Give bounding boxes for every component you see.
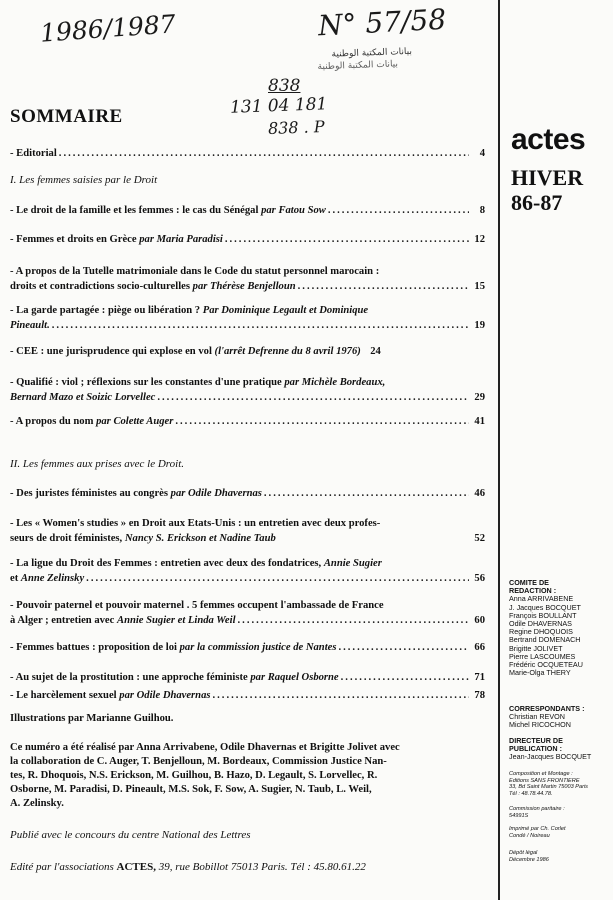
publisher-prefix: Edité par l'associations bbox=[10, 861, 114, 873]
toc-entry-title: - Au sujet de la prostitution : une approche féministe bbox=[10, 672, 248, 683]
toc-entry[interactable] bbox=[10, 516, 485, 546]
toc-page: 8 bbox=[479, 205, 485, 216]
library-stamp-2: بيانات المكتبة الوطنية bbox=[317, 59, 399, 73]
toc-entry-author: Par Dominique Legault et Dominique bbox=[202, 305, 369, 316]
toc-entry[interactable] bbox=[10, 556, 485, 586]
director-title: DIRECTEUR DE bbox=[509, 736, 563, 745]
commission-info bbox=[509, 806, 613, 819]
toc-entry[interactable] bbox=[10, 414, 485, 429]
journal-name: actes bbox=[511, 123, 586, 156]
composition-line: 33, Bd Saint Martin 75003 Paris bbox=[509, 784, 588, 791]
publisher-name: ACTES, bbox=[116, 861, 156, 873]
issue-season bbox=[511, 165, 583, 215]
toc-entry-title: - La ligue du Droit des Femmes : entretien avec deux des fondatrices, bbox=[10, 558, 322, 569]
toc-entry-author: par Fatou Sow bbox=[261, 205, 326, 216]
toc-entry[interactable] bbox=[10, 640, 485, 655]
season-years: 86-87 bbox=[511, 190, 563, 215]
handwritten-mark-3: 838 . P bbox=[267, 117, 325, 138]
toc-page: 19 bbox=[474, 320, 485, 331]
toc-page: 66 bbox=[474, 642, 485, 653]
toc-entry-author: par Colette Auger bbox=[96, 416, 174, 427]
page-title: SOMMAIRE bbox=[10, 106, 123, 127]
toc-entry-author: Annie Sugier bbox=[323, 558, 382, 569]
handwritten-years: 1986/1987 bbox=[39, 9, 177, 48]
toc-entry-title: droits et contradictions socio-culturelles bbox=[10, 281, 190, 292]
correspondent: Christian REVON bbox=[509, 712, 565, 722]
toc-page: 12 bbox=[474, 234, 485, 245]
toc-entry[interactable] bbox=[10, 598, 485, 628]
committee-member: François BOULLANT bbox=[509, 610, 577, 620]
toc-entry[interactable] bbox=[10, 344, 485, 359]
toc-entry[interactable] bbox=[10, 232, 485, 247]
printer-info bbox=[509, 826, 613, 839]
toc-page: 60 bbox=[474, 615, 485, 626]
illustrations-credit: Illustrations par Marianne Guilhou. bbox=[10, 713, 174, 724]
toc-editorial-label: - Editorial bbox=[10, 148, 57, 159]
composition-line: Composition et Montage : bbox=[509, 771, 573, 777]
committee-member: Brigitte JOLIVET bbox=[509, 643, 563, 653]
toc-entry-author: Nancy S. Erickson et Nadine Taub bbox=[124, 533, 276, 544]
section-heading-1: I. Les femmes saisies par le Droit bbox=[10, 174, 158, 186]
correspondents-title: CORRESPONDANTS : bbox=[509, 704, 585, 713]
commission-line: Commission paritaire : bbox=[509, 806, 565, 812]
legal-deposit bbox=[509, 850, 613, 863]
toc-editorial[interactable] bbox=[10, 146, 485, 161]
publication-director bbox=[509, 737, 613, 762]
toc-entry[interactable] bbox=[10, 486, 485, 501]
printer-line: Imprimé par Ch. Corlet bbox=[509, 826, 566, 832]
legal-line: Décembre 1986 bbox=[509, 856, 549, 863]
committee-title: COMITE DE bbox=[509, 578, 549, 587]
toc-entry-author: Pineault. bbox=[10, 320, 50, 331]
toc-entry[interactable] bbox=[10, 688, 485, 703]
toc-page: 46 bbox=[474, 488, 485, 499]
committee-member: Anna ARRIVABENE bbox=[509, 594, 574, 604]
composition-line: Tél : 48.78.44.78. bbox=[509, 790, 553, 797]
toc-page: 29 bbox=[474, 392, 485, 403]
director-title: PUBLICATION : bbox=[509, 744, 562, 754]
handwritten-mark-2: 131 04 181 bbox=[229, 94, 328, 118]
toc-entry-title: - Le droit de la famille et les femmes : le cas du Sénégal bbox=[10, 205, 259, 216]
toc-entry-author: (l'arrêt Defrenne du 8 avril 1976) bbox=[214, 346, 361, 357]
toc-entry-author: Annie Sugier et Linda Weil bbox=[117, 615, 236, 626]
toc-entry-title: - Femmes battues : proposition de loi bbox=[10, 642, 177, 653]
toc-entry[interactable] bbox=[10, 203, 485, 218]
handwritten-number: N° 57/58 bbox=[317, 2, 447, 43]
toc-entry-title: - Femmes et droits en Grèce bbox=[10, 234, 137, 245]
toc-entry-title: - CEE : une jurisprudence qui explose en vol bbox=[10, 346, 212, 357]
contributors-line: A. Zelinsky. bbox=[10, 798, 64, 809]
toc-entry-title: - A propos de la Tutelle matrimoniale dans le Code du statut personnel marocain : bbox=[10, 266, 380, 277]
toc-entry-author: par Thérèse Benjelloun bbox=[192, 281, 296, 292]
toc-entry[interactable] bbox=[10, 264, 485, 294]
toc-entry-author: par Maria Paradisi bbox=[139, 234, 223, 245]
committee-member: Frédéric OCQUETEAU bbox=[509, 660, 583, 670]
committee-member: Odile DHAVERNAS bbox=[509, 619, 572, 629]
toc-entry[interactable] bbox=[10, 375, 485, 405]
printer-line: Condé / Noireau bbox=[509, 832, 550, 839]
toc-entry[interactable] bbox=[10, 303, 485, 333]
toc-entry-author: par Raquel Osborne bbox=[250, 672, 339, 683]
composition-info bbox=[509, 771, 613, 797]
published-with: Publié avec le concours du centre National des Lettres bbox=[10, 829, 251, 841]
contributors-line: Osborne, M. Paradisi, D. Pineault, M.S. Sok, F. Sow, A. Sugier, N. Taub, L. Weil, bbox=[10, 784, 372, 795]
toc-entry-author: par Odile Dhavernas bbox=[170, 488, 262, 499]
contributors-line: Ce numéro a été réalisé par Anna Arrivabene, Odile Dhavernas et Brigitte Jolivet avec bbox=[10, 742, 400, 753]
handwritten-mark-1: 838 bbox=[268, 76, 301, 96]
toc-entry-title: et bbox=[10, 573, 19, 584]
toc-page: 78 bbox=[474, 690, 485, 701]
contributors-line: la collaboration de C. Auger, T. Benjelloun, M. Bordeaux, Commission Justice Nan- bbox=[10, 756, 387, 767]
toc-entry-author: par la commission justice de Nantes bbox=[179, 642, 337, 653]
column-divider bbox=[498, 0, 500, 900]
commission-line: 54991S bbox=[509, 812, 529, 819]
toc-entry-author: Bernard Mazo et Soizic Lorvellec bbox=[10, 392, 156, 403]
section-heading-2: II. Les femmes aux prises avec le Droit. bbox=[10, 458, 185, 470]
committee-member: Bertrand DOMENACH bbox=[509, 635, 581, 645]
toc-entry-title: à Alger ; entretien avec bbox=[10, 615, 115, 626]
toc-page: 24 bbox=[370, 346, 381, 357]
season-label: HIVER bbox=[511, 165, 584, 190]
toc-entry-title: - La garde partagée : piège ou libération ? bbox=[10, 305, 201, 316]
committee-member: Pierre LASCOUMES bbox=[509, 651, 576, 661]
director-name: Jean-Jacques BOCQUET bbox=[509, 752, 592, 762]
toc-entry-title: - Qualifié : viol ; réflexions sur les constantes d'une pratique bbox=[10, 377, 282, 388]
editorial-committee bbox=[509, 579, 613, 677]
toc-entry-author: par Michèle Bordeaux, bbox=[284, 377, 386, 388]
publisher-line bbox=[10, 861, 366, 873]
contributors-block bbox=[10, 741, 490, 811]
toc-page: 71 bbox=[474, 672, 485, 683]
toc-entry-title: - Pouvoir paternel et pouvoir maternel . 5 femmes occupent l'ambassade de France bbox=[10, 600, 384, 611]
correspondent: Michel RICOCHON bbox=[509, 720, 571, 730]
toc-entry-title: - Des juristes féministes au congrès bbox=[10, 488, 168, 499]
toc-entry[interactable] bbox=[10, 670, 485, 685]
composition-line: Editions SANS FRONTIERE bbox=[509, 777, 580, 784]
toc-page: 15 bbox=[474, 281, 485, 292]
publisher-address: 39, rue Bobillot 75013 Paris. Tél : 45.80.61.22 bbox=[158, 861, 366, 873]
toc-entry-title: - A propos du nom bbox=[10, 416, 94, 427]
toc-entry-title: - Les « Women's studies » en Droit aux Etats-Unis : un entretien avec deux profes- bbox=[10, 518, 381, 529]
toc-entry-author: Anne Zelinsky bbox=[20, 573, 85, 584]
committee-member: Marie-Olga THERY bbox=[509, 668, 571, 678]
committee-title: REDACTION : bbox=[509, 586, 557, 596]
toc-page: 41 bbox=[474, 416, 485, 427]
library-stamp: بيانات المكتبة الوطنية bbox=[331, 46, 413, 60]
toc-page: 4 bbox=[479, 148, 485, 159]
legal-line: Dépôt légal bbox=[509, 850, 538, 856]
committee-member: J. Jacques BOCQUET bbox=[509, 602, 581, 612]
toc-entry-title: - Le harcèlement sexuel bbox=[10, 690, 117, 701]
committee-member: Regine DHOQUOIS bbox=[509, 627, 573, 637]
correspondents bbox=[509, 705, 613, 730]
toc-entry-title: seurs de droit féministes, bbox=[10, 533, 123, 544]
toc-entry-author: par Odile Dhavernas bbox=[119, 690, 211, 701]
toc-page: 56 bbox=[474, 573, 485, 584]
contributors-line: tes, R. Dhoquois, N.S. Erickson, M. Guilhou, B. Hazo, D. Legault, S. Lorvellec, R. bbox=[10, 770, 378, 781]
toc-page: 52 bbox=[474, 533, 485, 544]
